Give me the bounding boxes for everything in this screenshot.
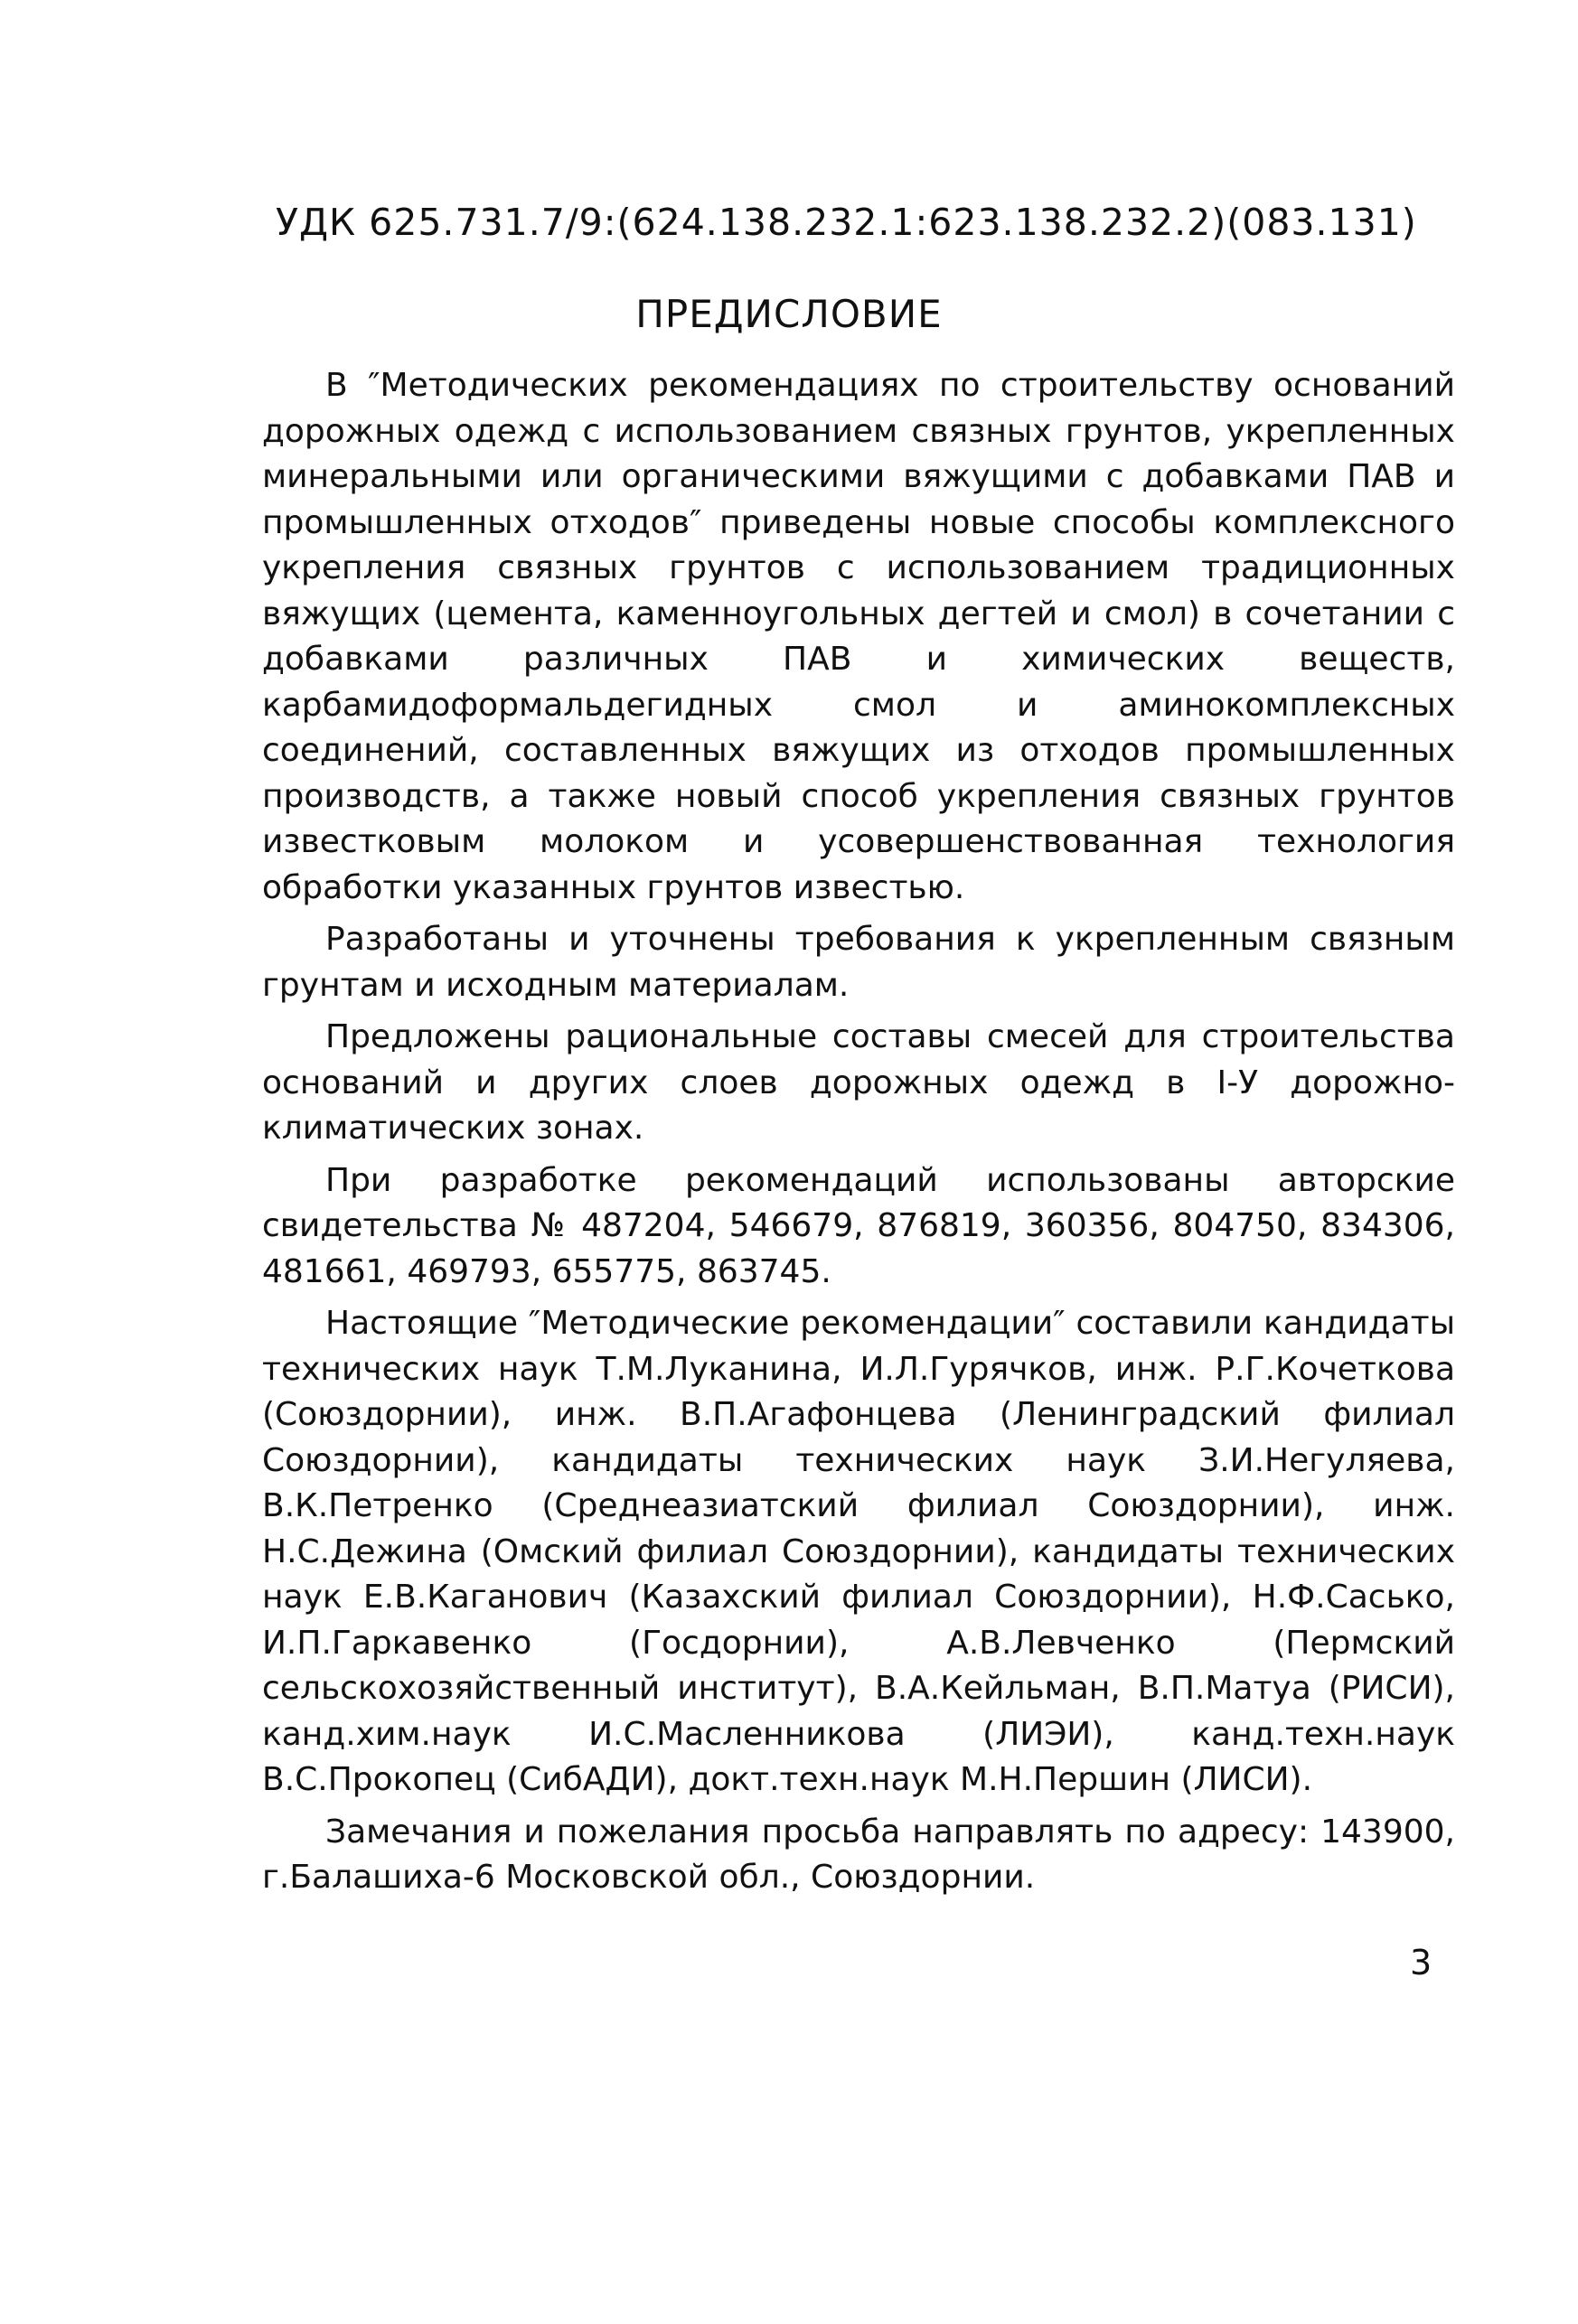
paragraph-contact: Замечания и пожелания просьба направлять по адресу: 143900, г.Балашиха-6 Московской обл., Союздорнии. — [262, 1813, 1455, 1896]
paragraph-compositions: Предложены рациональные составы смесей для строительства оснований и других слоев дорожных одежд в I-У дорожно-климатических зонах. — [262, 1018, 1455, 1147]
paragraph-authors: Настоящие ″Методические рекомендации″ составили кандидаты технических наук Т.М.Луканина, И.Л.Гурячков, инж. Р.Г.Кочеткова (Союздорнии), инж. В.П.Агафонцева (Ленинградский филиал Союздорнии), кандидаты технических наук З.И.Негуляева, В.К.Петренко (Среднеазиатский филиал Союздорнии), инж. Н.С.Дежина (Омский филиал Союздорнии), кандидаты технических наук Е.В.Каганович (Казахский филиал Союздорнии), Н.Ф.Сасько, И.П.Гаркавенко (Госдорнии), А.В.Левченко (Пермский сельскохозяйственный институт), В.А.Кейльман, В.П.Матуа (РИСИ), канд.хим.наук И.С.Масленникова (ЛИЭИ), канд.техн.наук В.С.Прокопец (СибАДИ), докт.техн.наук М.Н.Першин (ЛИСИ). — [262, 1305, 1455, 1798]
udk-code: УДК 625.731.7/9:(624.138.232.1:623.138.232.2)(083.131) — [276, 201, 1417, 244]
page-title: ПРЕДИСЛОВИЕ — [635, 292, 943, 336]
page-number: 3 — [1410, 1943, 1432, 1982]
paragraph-intro: В ″Методических рекомендациях по строительству оснований дорожных одежд с использованием связных грунтов, укрепленных минеральными или органическими вяжущими с добавками ПАВ и промышленных отходов″ приведены новые способы комплексного укрепления связных грунтов с использованием традиционных вяжущих (цемента, каменноугольных дегтей и смол) в сочетании с добавками различных ПАВ и химических веществ, карбамидоформальдегидных смол и аминокомплексных соединений, составленных вяжущих из отходов промышленных производств, а также новый способ укрепления связных грунтов известковым молоком и усовершенствованная технология обработки указанных грунтов известью. — [262, 367, 1455, 906]
paragraph-requirements: Разработаны и уточнены требования к укрепленным связным грунтам и исходным материалам. — [262, 921, 1455, 1004]
body-text — [262, 363, 1455, 1907]
paragraph-certificates: При разработке рекомендаций использованы авторские свидетельства № 487204, 546679, 876819, 360356, 804750, 834306, 481661, 469793, 655775, 863745. — [262, 1161, 1455, 1290]
